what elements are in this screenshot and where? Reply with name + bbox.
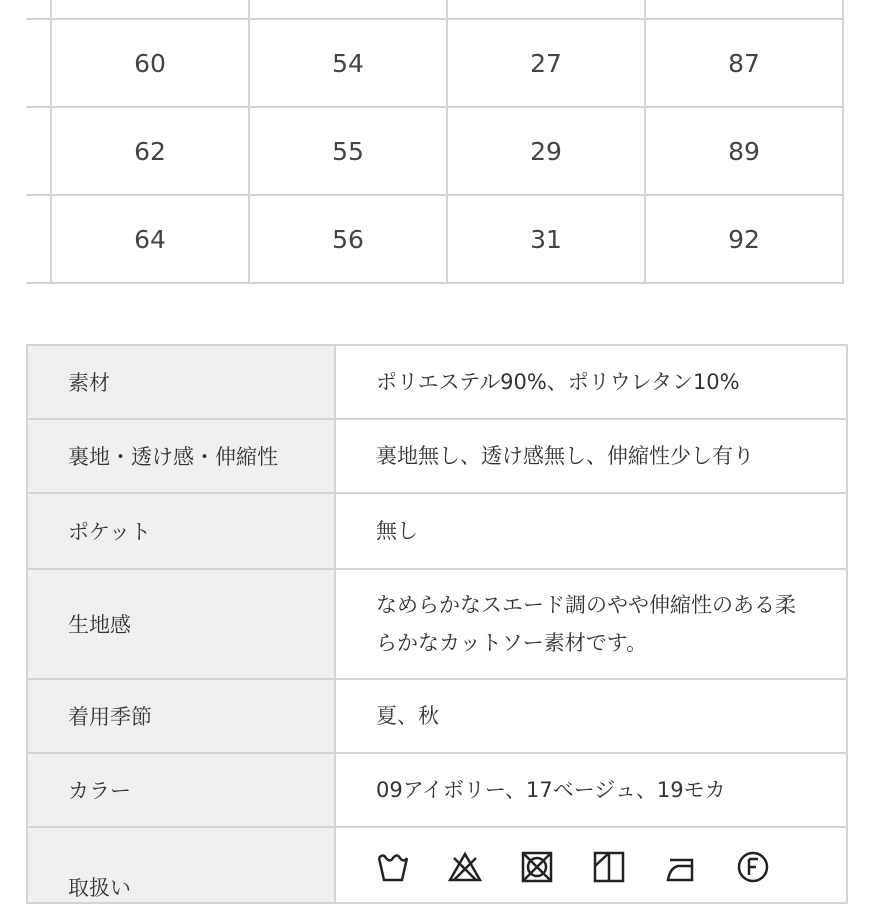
spec-row-lining [27, 419, 847, 493]
spec-label: カラー [27, 753, 335, 827]
size-cell: 60 [51, 19, 249, 107]
line-dry-shade-icon [592, 850, 626, 884]
size-table [26, 0, 844, 284]
spec-value: ポリエステル90%、ポリウレタン10% [335, 345, 847, 419]
spec-value: 夏、秋 [335, 679, 847, 753]
size-cell: 89 [645, 107, 843, 195]
size-cell [51, 0, 249, 19]
spec-value: 09アイボリー、17ベージュ、19モカ [335, 753, 847, 827]
size-row [26, 0, 843, 19]
size-cell: 55 [249, 107, 447, 195]
care-icons [376, 828, 816, 884]
size-cell [645, 0, 843, 19]
spec-label: 素材 [27, 345, 335, 419]
spec-value-care [335, 827, 847, 903]
no-tumble-dry-icon [520, 850, 554, 884]
dry-clean-f-icon [736, 850, 770, 884]
spec-row-pocket [27, 493, 847, 569]
size-cell: 31 [447, 195, 645, 283]
wash-tub-icon [376, 850, 410, 884]
size-row [26, 19, 843, 107]
size-cell-stub [26, 19, 51, 107]
spec-value: 無し [335, 493, 847, 569]
spec-label: 裏地・透け感・伸縮性 [27, 419, 335, 493]
size-cell-stub [26, 0, 51, 19]
spec-value: なめらかなスエード調のやや伸縮性のある柔らかなカットソー素材です。 [335, 569, 847, 679]
size-cell [447, 0, 645, 19]
spec-label: ポケット [27, 493, 335, 569]
spec-row-season [27, 679, 847, 753]
size-cell: 64 [51, 195, 249, 283]
spec-row-material [27, 345, 847, 419]
spec-row-care [27, 827, 847, 903]
size-cell-stub [26, 195, 51, 283]
size-cell: 87 [645, 19, 843, 107]
spec-label: 取扱い [27, 827, 335, 903]
spec-value: 裏地無し、透け感無し、伸縮性少し有り [335, 419, 847, 493]
size-cell-stub [26, 107, 51, 195]
spec-row-texture [27, 569, 847, 679]
no-bleach-icon [448, 850, 482, 884]
size-cell: 27 [447, 19, 645, 107]
size-cell: 29 [447, 107, 645, 195]
size-cell [249, 0, 447, 19]
size-cell: 54 [249, 19, 447, 107]
size-cell: 62 [51, 107, 249, 195]
spec-row-color [27, 753, 847, 827]
size-row [26, 195, 843, 283]
size-row [26, 107, 843, 195]
size-cell: 56 [249, 195, 447, 283]
iron-low-icon [664, 850, 698, 884]
spec-table [26, 344, 848, 904]
spec-label: 着用季節 [27, 679, 335, 753]
size-cell: 92 [645, 195, 843, 283]
spec-label: 生地感 [27, 569, 335, 679]
